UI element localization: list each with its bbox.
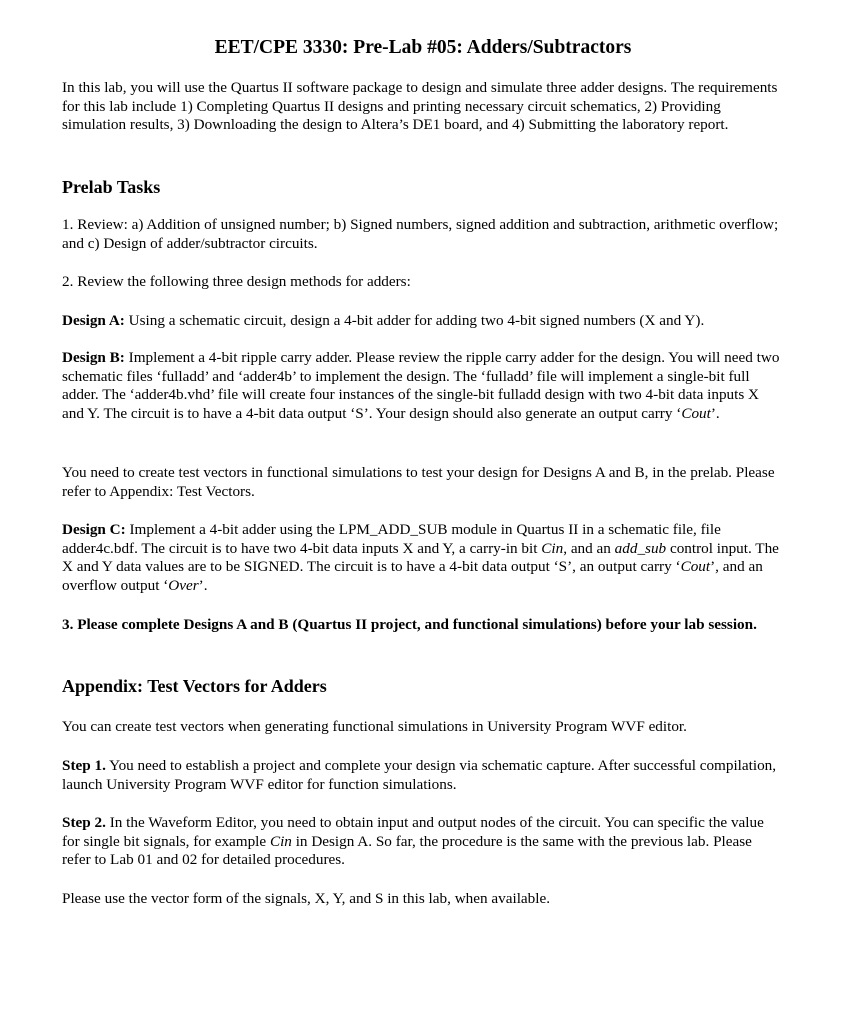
over-term: Over: [168, 576, 199, 594]
design-methods-item: 2. Review the following three design methods for adders:: [62, 273, 411, 290]
design-c-label: Design C:: [62, 521, 126, 538]
design-b-label: Design B:: [62, 349, 125, 366]
cin-term: Cin: [269, 832, 292, 850]
step2-label: Step 2.: [62, 814, 106, 831]
design-c-text: ’.: [198, 576, 208, 594]
design-c-text: control input. The X and Y data values are to be SIGNED. The circuit is to have a 4-bit data output ‘S’, an output carry ‘: [62, 539, 779, 575]
design-c-text: Implement a 4-bit adder using the LPM_ADD_SUB module in Quartus II in a schematic file, file adder4c.bdf. The circuit is to have two 4-bit data inputs X and Y, a carry-in bit: [62, 521, 721, 557]
closing-paragraph: Please use the vector form of the signals, X, Y, and S in this lab, when available.: [62, 890, 551, 907]
prelab-heading: Prelab Tasks: [62, 177, 161, 197]
design-c-text: , and an: [563, 539, 615, 557]
step2-text: In the Waveform Editor, you need to obtain input and output nodes of the circuit. You can specific the value for single bit signals, for example: [62, 814, 764, 850]
design-a-label: Design A:: [62, 312, 125, 329]
appendix-intro: You can create test vectors when generating functional simulations in University Program WVF editor.: [62, 718, 687, 735]
design-b-text: Implement a 4-bit ripple carry adder. Please review the ripple carry adder for the design. You will need two schematic files ‘fulladd’ and ‘adder4b’ to implement the design. The ‘fulladd’ file will implement a single-bit full adder. The ‘adder4b.vhd’ file will create four instances of the single-bit fulladd design with two 4-bit data inputs X and Y. The circuit is to have a 4-bit data output ‘S’. Your design should also generate an output carry ‘: [62, 349, 780, 422]
review-item: 1. Review: a) Addition of unsigned number; b) Signed numbers, signed addition and subtraction, arithmetic overflow; and c) Design of adder/subtractor circuits.: [62, 216, 779, 252]
test-vectors-paragraph: You need to create test vectors in functional simulations to test your design for Designs A and B, in the prelab. Please refer to Appendix: Test Vectors.: [62, 464, 775, 500]
step1-label: Step 1.: [62, 757, 106, 774]
step2-text: in Design A. So far, the procedure is the same with the previous lab. Please refer to Lab 01 and 02 for detailed procedures.: [62, 832, 752, 868]
cin-term: Cin: [541, 539, 564, 557]
complete-designs-item: 3. Please complete Designs A and B (Quartus II project, and functional simulations) before your lab session.: [62, 616, 757, 633]
add-sub-term: add_sub: [614, 539, 667, 557]
design-b-text-end: ’.: [710, 404, 720, 422]
design-b-paragraph: [62, 349, 784, 423]
intro-paragraph: In this lab, you will use the Quartus II software package to design and simulate three adder designs. The requirements for this lab include 1) Completing Quartus II designs and printing necessary circuit schematics, 2) Providing simulation results, 3) Downloading the design to Altera’s DE1 board, and 4) Submitting the laboratory report.: [62, 79, 778, 133]
step1-text: You need to establish a project and complete your design via schematic capture. After successful compilation, launch University Program WVF editor for function simulations.: [62, 757, 777, 793]
design-c-paragraph: [62, 521, 784, 595]
appendix-heading: Appendix: Test Vectors for Adders: [62, 676, 327, 696]
step2-paragraph: [62, 814, 784, 870]
design-c-text: ’, and an overflow output ‘: [62, 558, 763, 594]
cout-term: Cout: [680, 558, 711, 575]
step1-paragraph: [62, 757, 784, 794]
design-a-paragraph: [62, 312, 784, 331]
cout-term: Cout: [681, 404, 711, 422]
page-title: EET/CPE 3330: Pre-Lab #05: Adders/Subtractors: [214, 37, 632, 58]
design-a-text: Using a schematic circuit, design a 4-bit adder for adding two 4-bit signed numbers (X and Y).: [124, 312, 705, 329]
